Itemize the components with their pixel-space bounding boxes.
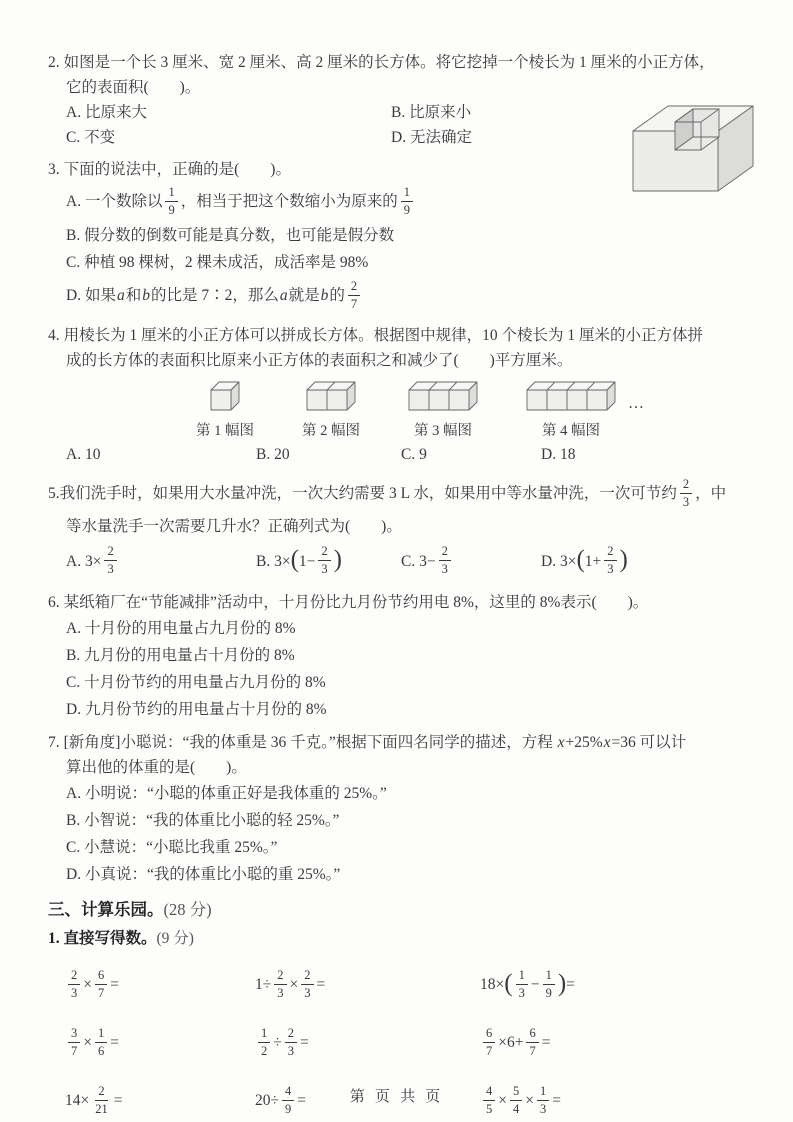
q2-option-c: C. 不变 <box>66 129 116 146</box>
calc-1-title: 1. 直接写得数。 <box>48 930 157 947</box>
calc-expression: 20÷ $\frac{4}{9}$ = <box>255 1084 307 1116</box>
fraction: $\frac{5}{4}$ <box>510 1085 522 1115</box>
fraction: $\frac{2}{7}$ <box>348 280 360 310</box>
cube-figure-3-label: 第 3 幅图 <box>414 423 472 439</box>
q7-number: 7. <box>48 734 60 751</box>
fraction: $\frac{6}{7}$ <box>526 1027 538 1057</box>
q5-stem-line1: 我们洗手时，如果用大水量冲洗，一次大约需要 3 L 水，如果用中等水量冲洗，一次可节约 $\frac{2}{3}$ ，中 <box>59 477 727 509</box>
calc-expression: 18× ( $\frac{1}{3}$ − $\frac{1}{9}$ ) = <box>480 968 575 1000</box>
question-4 <box>48 323 759 467</box>
calc-1-score: (9 分) <box>156 930 194 947</box>
math-variable: x <box>603 734 611 751</box>
calc-1-heading <box>48 925 759 953</box>
exam-content <box>48 50 759 1122</box>
cube-strip-icon <box>408 381 478 416</box>
q6-option-b: B. 九月份的用电量占十月份的 8% <box>66 647 295 664</box>
calc-expression: $\frac{6}{7}$ ×6+ $\frac{6}{7}$ = <box>480 1021 759 1065</box>
ellipsis-mark: … <box>628 395 646 412</box>
fraction: $\frac{1}{2}$ <box>258 1027 270 1057</box>
q4-option-c: C. 9 <box>401 446 427 463</box>
q5-option-a: A. 3× $\frac{2}{3}$ <box>66 539 256 583</box>
fraction: $\frac{2}{3}$ <box>318 545 330 575</box>
big-paren: ( <box>504 969 513 997</box>
q4-option-b: B. 20 <box>256 446 290 463</box>
fraction: $\frac{2}{3}$ <box>301 969 313 999</box>
big-paren: ) <box>333 545 342 573</box>
fraction: $\frac{2}{3}$ <box>680 478 692 508</box>
cube-strip-icon <box>526 381 616 416</box>
q6-option-a: A. 十月份的用电量占九月份的 8% <box>66 620 296 637</box>
fraction: $\frac{1}{9}$ <box>401 186 413 216</box>
big-paren: ) <box>557 969 567 997</box>
question-2 <box>48 50 759 150</box>
q3-option-b: B. 假分数的倒数可能是真分数，也可能是假分数 <box>66 227 395 244</box>
cube-strip-icon <box>210 381 240 416</box>
page-footer: 第 页 共 页 <box>349 1088 444 1105</box>
fraction: $\frac{1}{6}$ <box>95 1027 107 1057</box>
section-3-heading <box>48 895 759 925</box>
fraction: $\frac{4}{5}$ <box>483 1085 495 1115</box>
calc-expression: $\frac{4}{5}$ × $\frac{5}{4}$ × $\frac{1}{3}$ = <box>480 1079 759 1122</box>
q7-option-c: C. 小慧说：“小聪比我重 25%。” <box>66 839 278 856</box>
question-7 <box>48 730 759 888</box>
cube-strip-icon <box>306 381 356 416</box>
q2-option-d: D. 无法确定 <box>391 129 472 146</box>
fraction: $\frac{6}{7}$ <box>95 969 107 999</box>
q4-number: 4. <box>48 327 60 344</box>
q5-stem-line2: 等水量洗手一次需要几升水？正确列式为( )。 <box>66 518 402 535</box>
q7-option-b: B. 小智说：“我的体重比小聪的轻 25%。” <box>66 812 340 829</box>
q6-option-d: D. 九月份节约的用电量占十月份的 8% <box>66 701 327 718</box>
section-3-score: (28 分) <box>163 900 212 919</box>
q3-stem: 下面的说法中，正确的是( )。 <box>63 161 291 178</box>
q3-option-c: C. 种植 98 棵树，2 棵未成活，成活率是 98% <box>66 254 369 271</box>
q2-option-b: B. 比原来小 <box>391 104 472 121</box>
fraction: $\frac{6}{7}$ <box>483 1027 495 1057</box>
math-variable: a <box>116 287 125 304</box>
q5-option-c: C. 3− $\frac{2}{3}$ <box>401 539 541 583</box>
fraction: $\frac{4}{9}$ <box>282 1085 294 1115</box>
q5-number: 5. <box>48 485 60 502</box>
fraction: $\frac{2}{3}$ <box>68 969 80 999</box>
fraction: $\frac{2}{3}$ <box>439 545 451 575</box>
big-paren: ) <box>619 545 628 573</box>
fraction: $\frac{1}{9}$ <box>165 186 177 216</box>
cube-figure-2 <box>302 381 360 440</box>
q3-number: 3. <box>48 161 60 178</box>
question-6 <box>48 590 759 723</box>
calc-expression: $\frac{3}{7}$ × $\frac{1}{6}$ = <box>65 1021 255 1065</box>
q4-stem-line1: 用棱长为 1 厘米的小正方体可以拼成长方体。根据图中规律，10 个棱长为 1 厘米的小正方体拼 <box>63 327 704 344</box>
question-3 <box>48 157 759 316</box>
q6-stem: 某纸箱厂在“节能减排”活动中，十月份比九月份节约用电 8%，这里的 8%表示( )。 <box>63 594 649 611</box>
q2-stem-line1: 如图是一个长 3 厘米、宽 2 厘米、高 2 厘米的长方体。将它挖掉一个棱长为 1 厘米的小正方体， <box>63 54 715 71</box>
math-variable: b <box>320 287 329 304</box>
question-5 <box>48 474 759 583</box>
q4-option-a: A. 10 <box>66 446 101 463</box>
cube-figure-4-label: 第 4 幅图 <box>542 423 600 439</box>
math-variable: a <box>279 287 288 304</box>
fraction: $\frac{1}{9}$ <box>543 969 555 999</box>
cube-figure-3 <box>408 381 478 440</box>
q3-option-d: D. 如果 a 和 b 的比是 7∶2，那么 a 就是 b 的 $\frac{2}{7}$ <box>48 276 759 316</box>
cube-figure-1 <box>196 381 254 440</box>
q2-stem-line2: 它的表面积( )。 <box>66 79 201 96</box>
fraction: $\frac{2}{3}$ <box>104 545 116 575</box>
big-paren: ( <box>290 545 299 573</box>
q4-option-d: D. 18 <box>541 446 576 463</box>
fraction: $\frac{3}{7}$ <box>68 1027 80 1057</box>
q6-number: 6. <box>48 594 60 611</box>
fraction: $\frac{1}{3}$ <box>537 1085 549 1115</box>
q6-option-c: C. 十月份节约的用电量占九月份的 8% <box>66 674 326 691</box>
q2-number: 2. <box>48 54 60 71</box>
calc-expression: $\frac{2}{3}$ × $\frac{6}{7}$ = <box>65 963 255 1007</box>
q5-option-b: B. 3× ( 1− $\frac{2}{3}$ ) <box>256 544 342 576</box>
q7-option-d: D. 小真说：“我的体重比小聪的重 25%。” <box>66 866 341 883</box>
q4-stem-line2: 成的长方体的表面积比原来小正方体的表面积之和减少了( )平方厘米。 <box>66 352 573 369</box>
q5-option-d: D. 3× ( 1+ $\frac{2}{3}$ ) <box>541 544 628 576</box>
q7-stem-line2: 算出他的体重的是( )。 <box>66 759 247 776</box>
calc-expression: 1÷ $\frac{2}{3}$ × $\frac{2}{3}$ = <box>255 968 326 1000</box>
q7-option-a: A. 小明说：“小聪的体重正好是我体重的 25%。” <box>66 785 387 802</box>
cube-figure-4 <box>526 381 616 440</box>
cube-figure-1-label: 第 1 幅图 <box>196 423 254 439</box>
fraction: $\frac{2}{21}$ <box>95 1084 108 1116</box>
big-paren: ( <box>576 545 585 573</box>
math-variable: b <box>142 287 150 304</box>
calc-expression: 14× $\frac{2}{21}$ = <box>65 1084 123 1116</box>
q3-option-a: A. 一个数除以 $\frac{1}{9}$ ，相当于把这个数缩小为原来的 $\frac{1}{9}$ <box>48 182 759 222</box>
q2-option-a: A. 比原来大 <box>66 104 147 121</box>
math-variable: x <box>557 734 565 751</box>
fraction: $\frac{2}{3}$ <box>604 545 616 575</box>
fraction: $\frac{2}{3}$ <box>274 969 286 999</box>
q4-cube-figures <box>196 381 759 440</box>
calc-expression: $\frac{1}{2}$ ÷ $\frac{2}{3}$ = <box>255 1021 480 1065</box>
q7-stem-line1: [新角度]小聪说：“我的体重是 36 千克。”根据下面四名同学的描述，方程 x+25%x=36 可以计 <box>63 734 687 751</box>
section-3-title: 三、计算乐园。 <box>48 900 164 919</box>
fraction: $\frac{2}{3}$ <box>285 1027 297 1057</box>
cube-figure-2-label: 第 2 幅图 <box>302 423 360 439</box>
fraction: $\frac{1}{3}$ <box>516 969 528 999</box>
